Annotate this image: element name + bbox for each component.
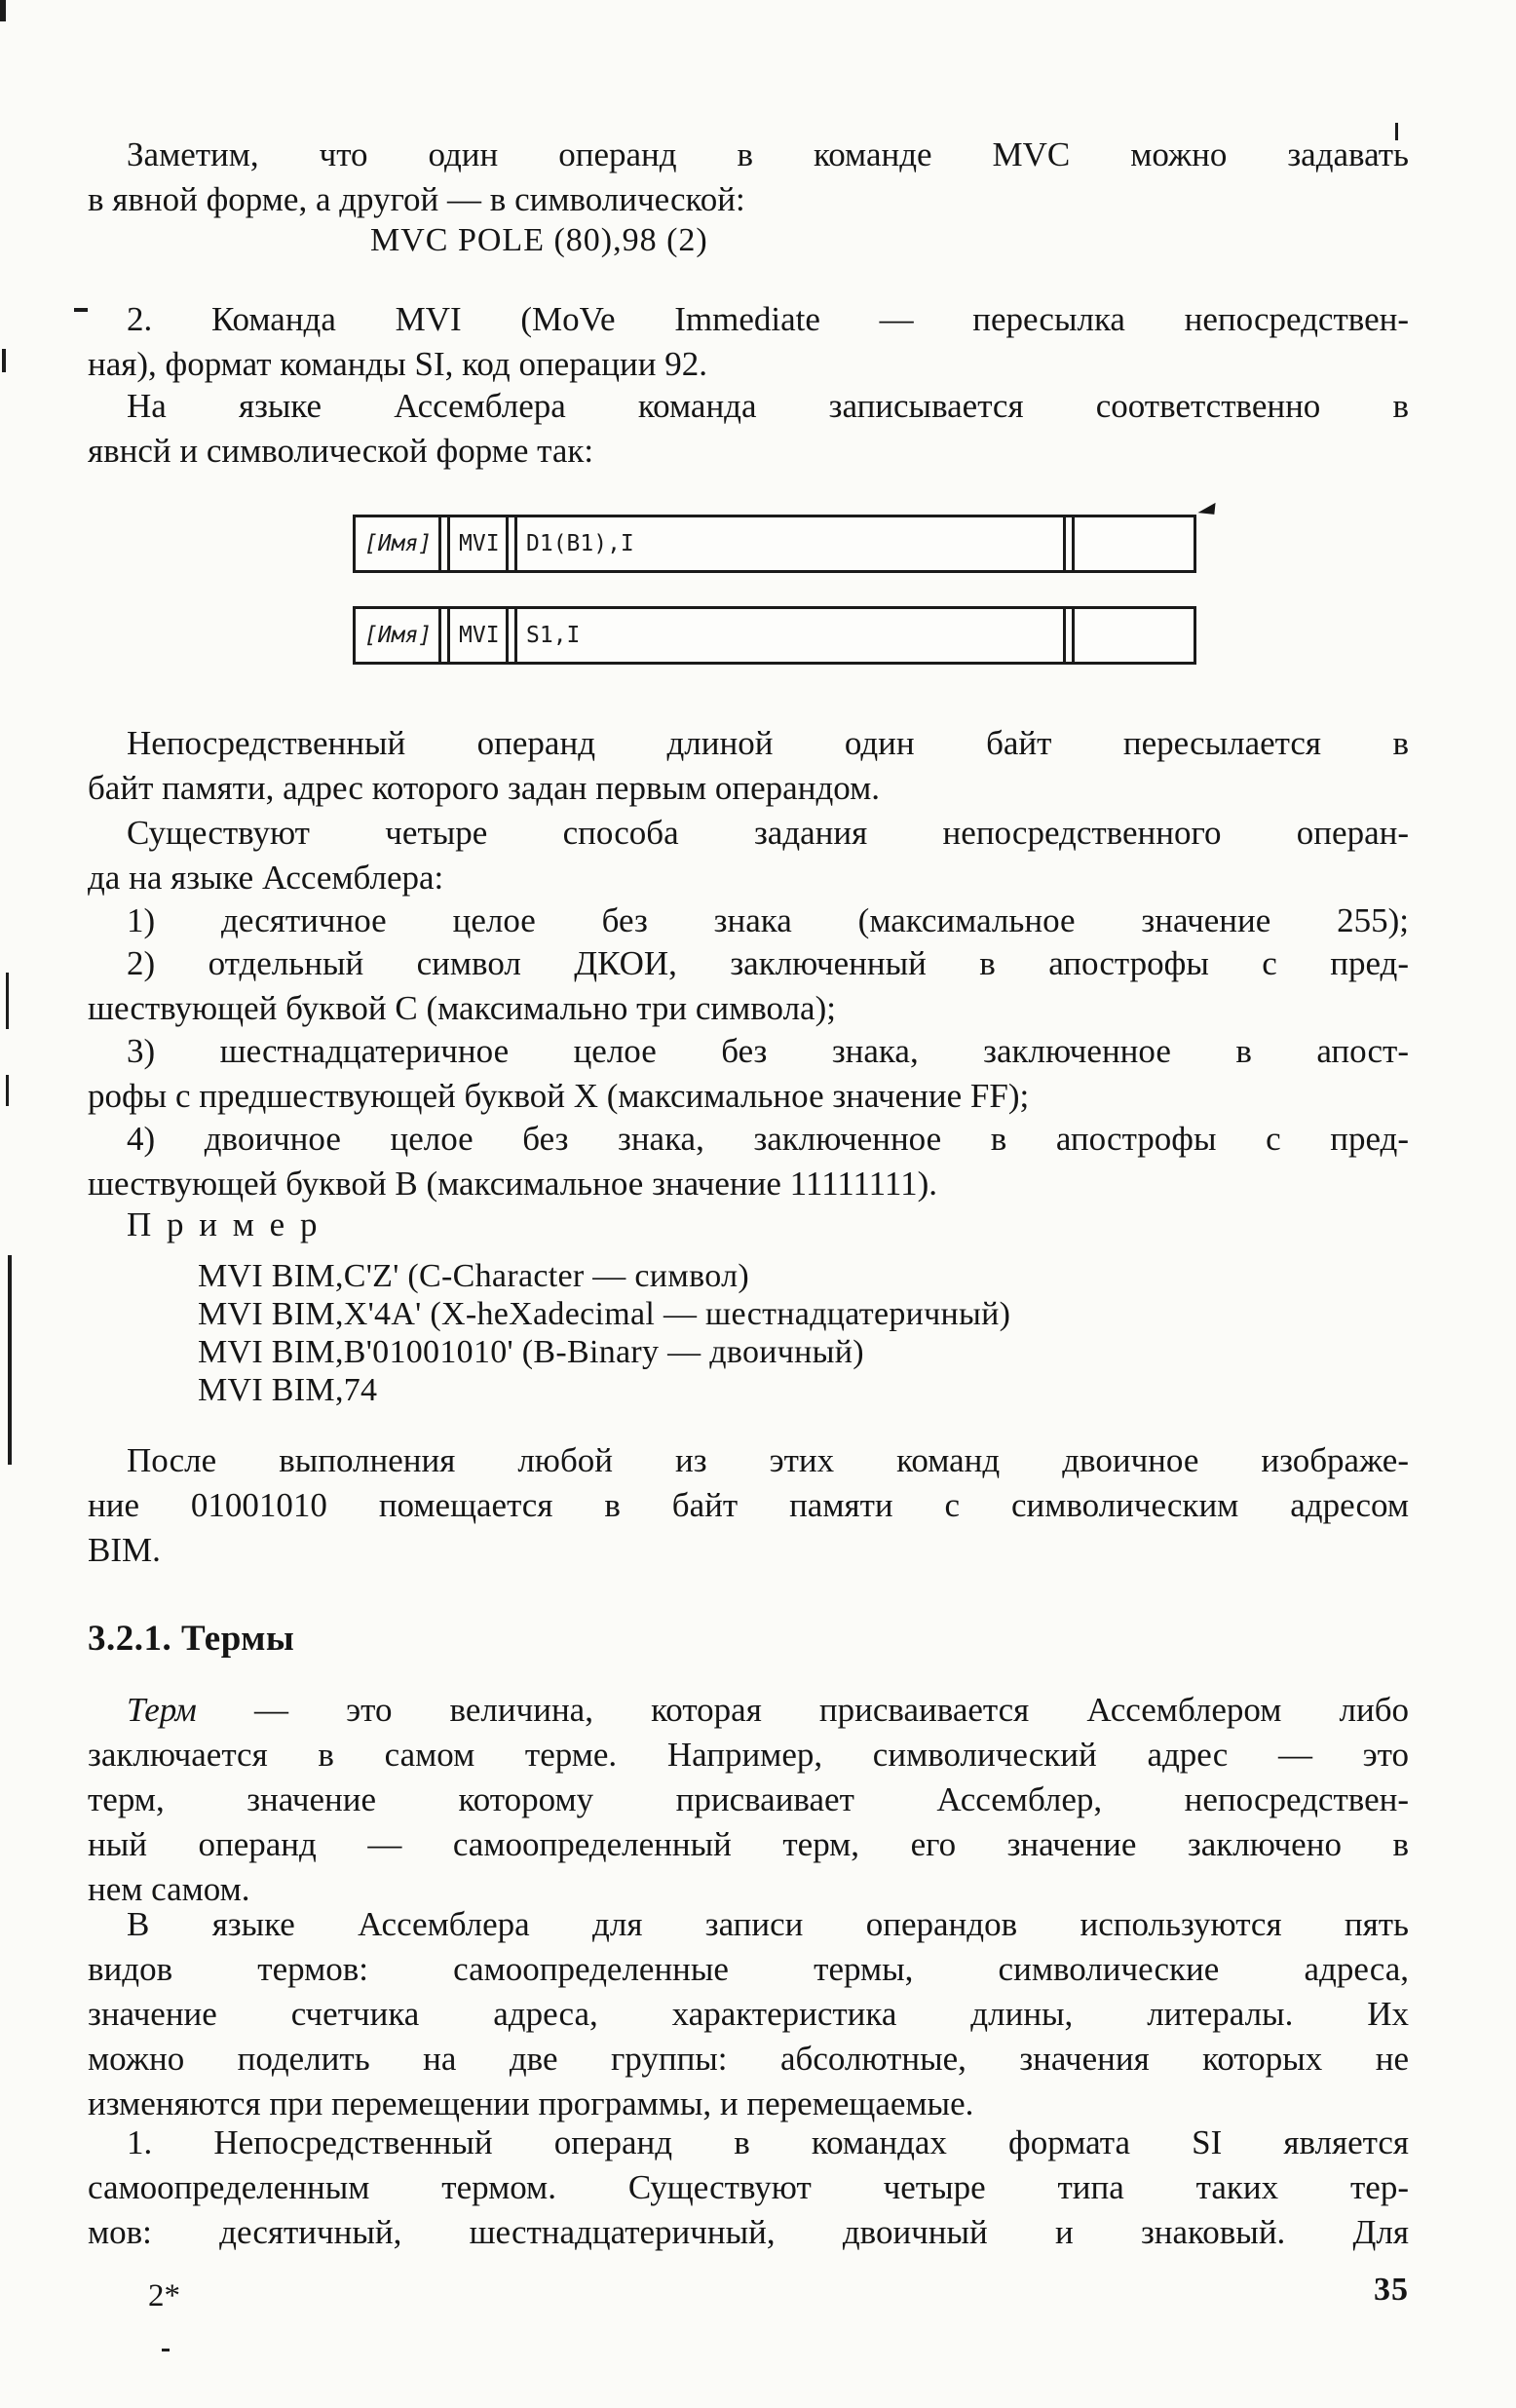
code-line: MVI BIM,B'01001010' (B-Binary — двоичный)	[198, 1334, 864, 1370]
table-cell-opcode: MVI	[459, 531, 500, 556]
paragraph-immediate-operand	[88, 721, 1409, 811]
text-line: байт памяти, адрес которого задан первым операндом.	[88, 769, 880, 807]
page-number: 35	[1374, 2272, 1409, 2308]
text-line: На языке Ассемблера команда записывается соответственно в	[127, 387, 1409, 425]
text-line: заключается в самом терме. Например, символический адрес — это	[88, 1736, 1409, 1774]
scan-artifact	[6, 1075, 9, 1106]
text-line: Непосредственный операнд длиной один байт пересылается в	[127, 724, 1409, 762]
paragraph-four-ways	[88, 811, 1409, 900]
code-example-block	[198, 1257, 1010, 1409]
text-line: видов термов: самоопределенные термы, символические адреса,	[88, 1950, 1409, 1988]
paragraph-term-kinds	[88, 1902, 1409, 2126]
text-line: ный операнд — самоопределенный терм, его значение заключено в	[88, 1825, 1409, 1863]
paragraph-term-definition	[88, 1688, 1409, 1912]
text-line: ная), формат команды SI, код операции 92.	[88, 345, 707, 383]
text-line: да на языке Ассемблера:	[88, 859, 444, 897]
text-line: 1. Непосредственный операнд в командах формата SI является	[127, 2123, 1409, 2161]
list-item-character	[88, 941, 1409, 1031]
double-rule	[1063, 517, 1075, 570]
scan-artifact	[8, 1255, 12, 1465]
paragraph-result	[88, 1438, 1409, 1573]
text-line	[88, 1688, 1409, 1733]
table-cell-operands: S1,I	[526, 623, 581, 648]
double-rule	[438, 517, 450, 570]
mvc-example-line: MVC POLE (80),98 (2)	[370, 222, 708, 258]
double-rule	[506, 517, 517, 570]
paragraph-self-defined-term	[88, 2121, 1409, 2255]
text-line: рофы с предшествующей буквой X (максимальное значение FF);	[88, 1077, 1030, 1115]
paragraph-assembler-form	[88, 384, 1409, 474]
text-line: нем самом.	[88, 1870, 250, 1908]
code-line: MVI BIM,X'4A' (X-heXadecimal — шестнадцатеричный)	[198, 1296, 1011, 1332]
table-cell-name: [Имя]	[364, 531, 433, 556]
scan-artifact	[74, 308, 88, 312]
text-line: В языке Ассемблера для записи операндов используются пять	[127, 1905, 1409, 1943]
table-cell-opcode: MVI	[459, 623, 500, 648]
table-cell-empty	[1075, 609, 1194, 662]
signature-mark: 2*	[148, 2278, 180, 2313]
text-line: в явной форме, а другой — в символической:	[88, 180, 745, 218]
list-item-decimal	[88, 898, 1409, 943]
scan-artifact	[6, 973, 9, 1029]
text-span: — это величина, которая присваивается Ассемблером либо	[196, 1691, 1409, 1729]
paragraph-mvc	[88, 133, 1409, 222]
text-line: можно поделить на две группы: абсолютные, значения которых не	[88, 2040, 1409, 2078]
text-line: шествующей буквой С (максимально три символа);	[88, 989, 836, 1027]
text-line: После выполнения любой из этих команд двоичное изображе-	[127, 1441, 1409, 1479]
text-line: Существуют четыре способа задания непосредственного операн-	[127, 814, 1409, 852]
code-line: MVI BIM,74	[198, 1372, 378, 1408]
double-rule	[506, 609, 517, 662]
table-cell-empty	[1075, 517, 1194, 570]
double-rule	[1063, 609, 1075, 662]
text-line: 3) шестнадцатеричное целое без знака, заключенное в апост-	[127, 1032, 1409, 1070]
text-line: явнсй и символической форме так:	[88, 432, 594, 470]
scan-artifact	[162, 2349, 170, 2351]
text-line: ние 01001010 помещается в байт памяти с символическим адресом	[88, 1486, 1409, 1524]
text-line: терм, значение которому присваивает Ассемблер, непосредствен-	[88, 1780, 1409, 1818]
format-table-row-symbolic	[353, 606, 1196, 665]
text-line: Заметим, что один операнд в команде MVC можно задавать	[127, 135, 1409, 173]
text-line: 1) десятичное целое без знака (максимальное значение 255);	[127, 901, 1409, 939]
term-word-italic: Терм	[127, 1691, 197, 1729]
list-item-hexadecimal	[88, 1029, 1409, 1119]
text-line: 4) двоичное целое без знака, заключенное в апострофы с пред-	[127, 1120, 1409, 1158]
list-item-binary	[88, 1117, 1409, 1206]
section-heading: 3.2.1. Термы	[88, 1619, 295, 1659]
text-line: самоопределенным термом. Существуют четыре типа таких тер-	[88, 2168, 1409, 2206]
text-line: 2) отдельный символ ДКОИ, заключенный в апострофы с пред-	[127, 944, 1409, 982]
text-line: 2. Команда MVI (MoVe Immediate — пересылка непосредствен-	[127, 300, 1409, 338]
scan-artifact	[0, 0, 6, 21]
text-line: мов: десятичный, шестнадцатеричный, двоичный и знаковый. Для	[88, 2213, 1409, 2251]
text-line: значение счетчика адреса, характеристика длины, литералы. Их	[88, 1995, 1409, 2033]
text-line: изменяются при перемещении программы, и перемещаемые.	[88, 2084, 974, 2122]
paragraph-mvi	[88, 297, 1409, 387]
code-line: MVI BIM,C'Z' (C-Character — символ)	[198, 1258, 749, 1294]
pen-mark-icon	[1197, 501, 1215, 515]
text-line: BIM.	[88, 1531, 161, 1569]
example-label: Пример	[127, 1205, 333, 1243]
format-table-row-explicit	[353, 515, 1196, 573]
scan-artifact	[2, 349, 6, 372]
table-cell-name: [Имя]	[364, 623, 433, 648]
double-rule	[438, 609, 450, 662]
text-line: шествующей буквой В (максимальное значение 11111111).	[88, 1165, 937, 1203]
table-cell-operands: D1(B1),I	[526, 531, 634, 556]
